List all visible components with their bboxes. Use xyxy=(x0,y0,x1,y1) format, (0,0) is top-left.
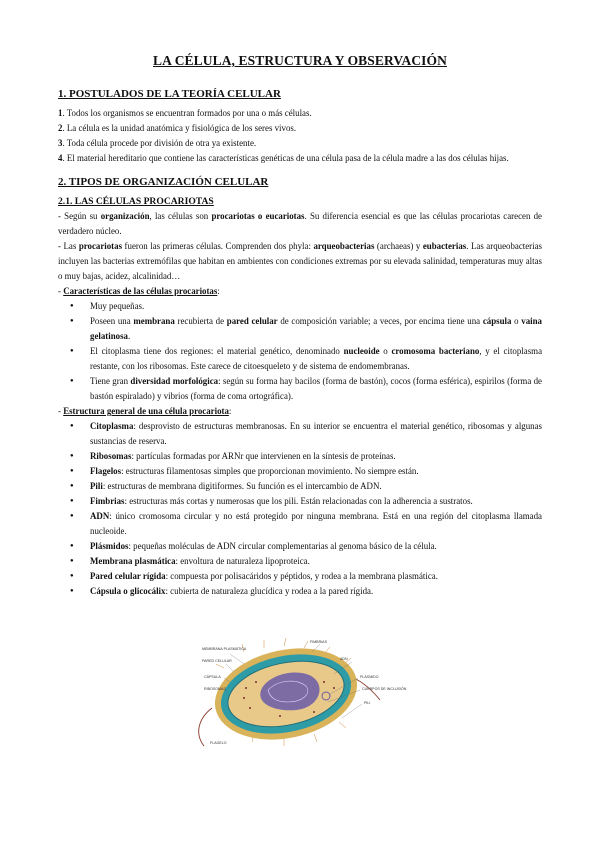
label-ribosomas: RIBOSOMAS xyxy=(204,687,226,691)
list-item: ● Fimbrias: estructuras más cortas y numerosas que los pili. Están relacionadas con la adherencia a sustratos. xyxy=(90,494,542,509)
postulate-1: 1. Todos los organismos se encuentran formados por una o más células. xyxy=(58,108,312,118)
list-item: ● Ribosomas: partículas formadas por ARNr que intervienen en la síntesis de proteínas. xyxy=(90,449,542,464)
postulate-4: 4. El material hereditario que contiene las características genéticas de una célula pasa de la célula madre a las dos células hijas. xyxy=(58,153,509,163)
label-fimbrias: FIMBRIAS xyxy=(310,640,327,644)
section-1-heading: 1. POSTULADOS DE LA TEORÍA CELULAR xyxy=(58,88,281,100)
caracteristicas-list xyxy=(58,299,542,404)
list-item: ● Tiene gran diversidad morfológica: según su forma hay bacilos (forma de bastón), cocos (forma esférica), espirilos (forma de bastón espiralado) y vibrios (forma de coma ortográfica). xyxy=(90,374,542,404)
page-title: LA CÉLULA, ESTRUCTURA Y OBSERVACIÓN xyxy=(153,53,447,68)
label-inclusion: CUERPOS DE INCLUSIÓN xyxy=(362,687,407,691)
document-page xyxy=(58,52,542,599)
postulate-3: 3. Toda célula procede por división de otra ya existente. xyxy=(58,138,257,148)
list-item: ● Flagelos: estructuras filamentosas simples que proporcionan movimiento. No siempre están. xyxy=(90,464,542,479)
list-item: ● Cápsula o glicocálix: cubierta de naturaleza glucídica y rodea a la pared rígida. xyxy=(90,584,542,599)
subsection-2-1-heading: 2.1. LAS CÉLULAS PROCARIOTAS xyxy=(58,196,214,207)
list-item: ● Muy pequeñas. xyxy=(90,299,542,314)
list-item: ● Citoplasma: desprovisto de estructuras membranosas. En su interior se encuentra el material genético, ribosomas y algunas sustancias de reserva. xyxy=(90,419,542,449)
section-2-heading: 2. TIPOS DE ORGANIZACIÓN CELULAR xyxy=(58,176,269,188)
list-item: ● El citoplasma tiene dos regiones: el material genético, denominado nucleoide o cromosoma bacteriano, y el citoplasma restante, con los ribosomas. Este carece de citoesqueleto y de sistema de endomembranas. xyxy=(90,344,542,374)
list-item: ● Plásmidos: pequeñas moléculas de ADN circular complementarias al genoma básico de la célula. xyxy=(90,539,542,554)
list-item: ● ADN: único cromosoma circular y no está protegido por ninguna membrana. Está en una región del citoplasma llamada nucleoide. xyxy=(90,509,542,539)
label-flagelo: FLAGELO xyxy=(210,741,227,745)
caracteristicas-heading: - Características de las células procariotas: xyxy=(58,286,220,296)
label-capsula: CÁPSULA xyxy=(204,675,221,679)
list-item: ● Pili: estructuras de membrana digitiformes. Su función es el intercambio de ADN. xyxy=(90,479,542,494)
list-item: ● Poseen una membrana recubierta de pared celular de composición variable; a veces, por encima tiene una cápsula o vaina gelatinosa. xyxy=(90,314,542,344)
list-item: ● Membrana plasmática: envoltura de naturaleza lipoproteica. xyxy=(90,554,542,569)
prokaryotic-cell-figure xyxy=(184,638,414,750)
paragraph-organizacion: - Según su organización, las células son procariotas o eucariotas. Su diferencia esencial es que las células procariotas carecen de verdadero núcleo. xyxy=(58,211,542,236)
label-membrana: MEMBRANA PLASMÁTICA xyxy=(202,647,247,651)
estructura-list xyxy=(58,419,542,599)
label-pared: PARED CELULAR xyxy=(202,659,232,663)
label-pili: PILI xyxy=(364,701,371,705)
paragraph-procariotas: - Las procariotas fueron las primeras células. Comprenden dos phyla: arqueobacterias (archaeas) y eubacterias. Las arqueobacterias incluyen las bacterias extremófilas que habitan en ambientes con condiciones extremas por su elevada salinidad, temperaturas muy altas o muy bajas, acidez, alcalinidad… xyxy=(58,241,542,281)
list-item: ● Pared celular rígida: compuesta por polisacáridos y péptidos, y rodea a la membrana plasmática. xyxy=(90,569,542,584)
label-adn: ADN xyxy=(340,657,348,661)
estructura-heading: - Estructura general de una célula procariota: xyxy=(58,406,232,416)
label-plasmido: PLÁSMIDO xyxy=(360,675,379,679)
postulate-2: 2. La célula es la unidad anatómica y fisiológica de los seres vivos. xyxy=(58,123,297,133)
